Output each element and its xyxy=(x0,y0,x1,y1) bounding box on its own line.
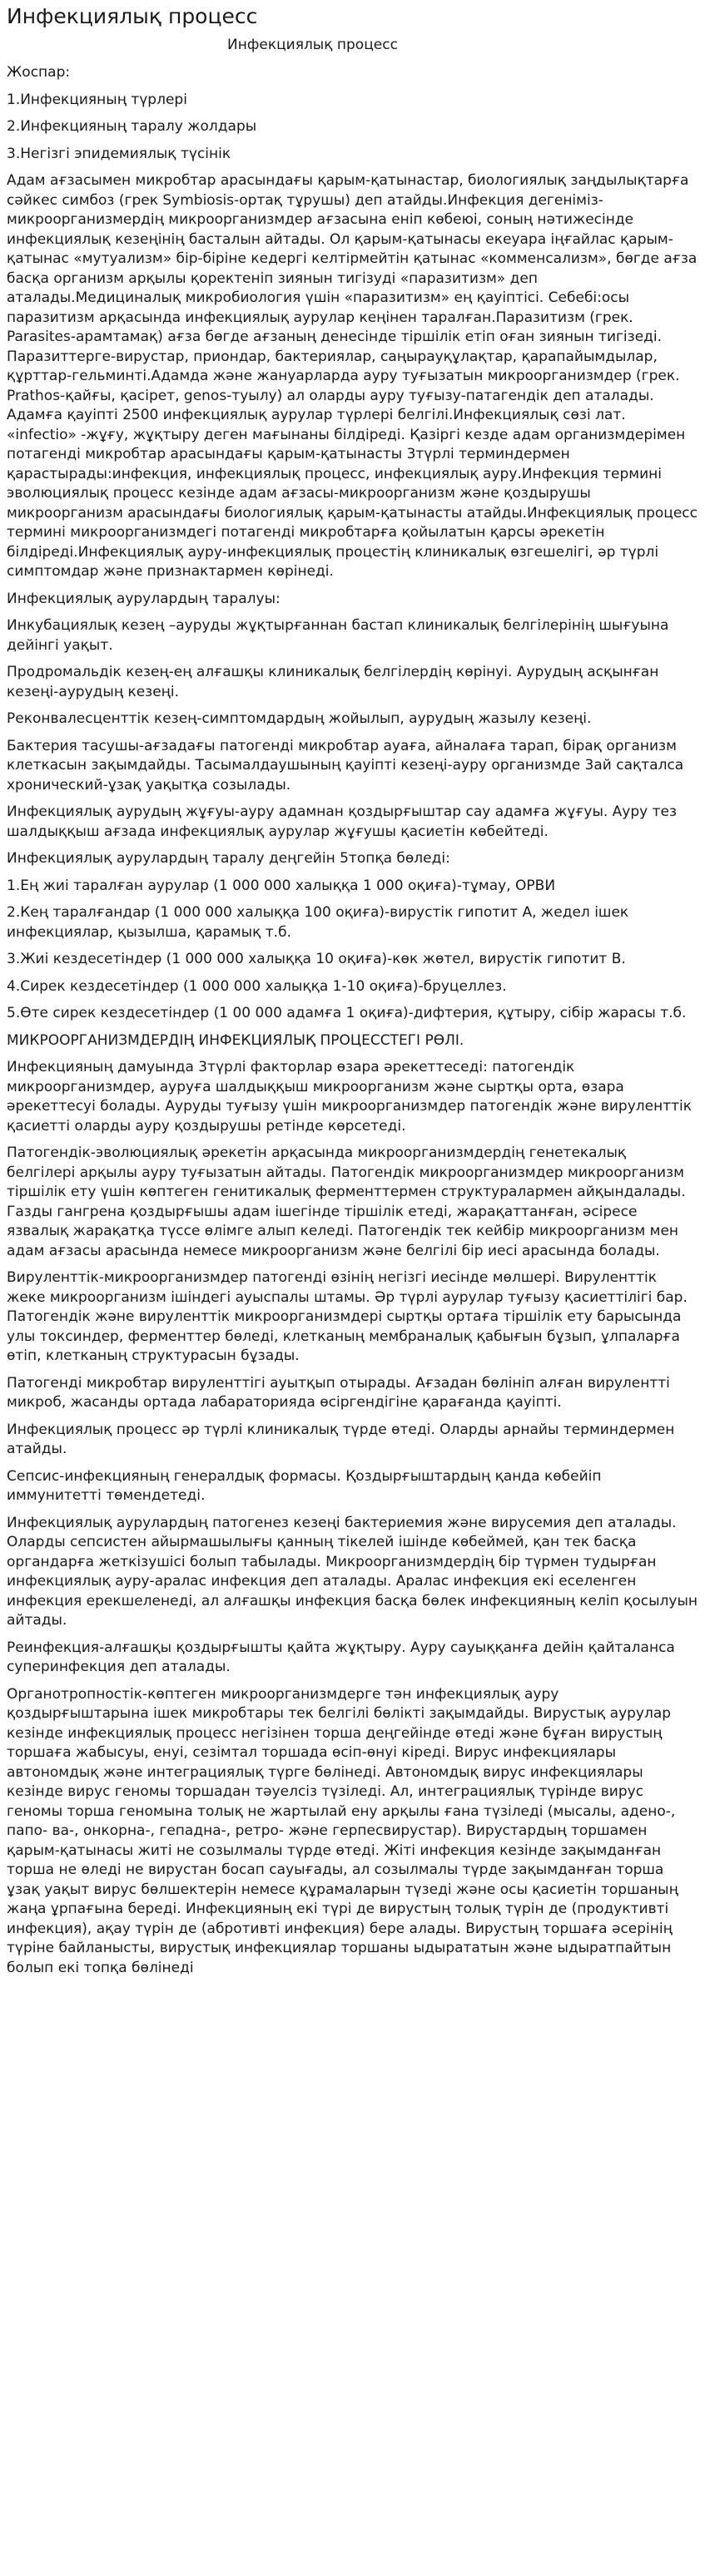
paragraph: 1.Инфекцияның түрлері xyxy=(7,91,187,108)
paragraph: Инфекциялық аурудың жұғуы-ауру адамнан қоздырғыштар сау адамға жұғуы. Ауру тез шалдыққыш ағзада инфекциялық аурулар жұғушы қасиетін көбейтеді. xyxy=(7,803,678,840)
paragraph: Инфекцияның дамуында 3түрлі факторлар өзара әрекеттеседі: патогендік микроорганизмдер, ауруға шалдыққыш микроорганизм және сыртқы орта, өзара әрекеттесуі болады. Ауруды туғызу үшін микроорганизмдер патогендік және вируленттік қасиетті оларды ауру қоздырушы ретінде көрсетеді. xyxy=(7,1059,692,1135)
paragraph: Инфекциялық процесс әр түрлі клиникалық түрде өтеді. Оларды арнайы терминдермен атайды. xyxy=(7,1421,675,1457)
paragraph: Инфекциялық аурулардың таралуы: xyxy=(7,590,281,607)
paragraph: Адам ағзасымен микробтар арасындағы қарым-қатынастар, биологиялық заңдылықтарға сәйкес симбоз (грек Symbiosis-ортақ тұрушы) деп атайды.Инфекция дегеніміз-микроорганизмердің микроорганизмдер ағзасына еніп көбеюі, соның нәтижесінде инфекциялық кезеңінің басталын айтады. Ол қарым-қатынасы екеуара іңғайлас қарым-қатынас «мутуализм» бір-біріне кедергі келтірмейтін қатынас «комменсализм», бөгде ағза басқа организм арқылы қоректеніп зиянын тигізуді «паразитизм» деп аталады.Медициналық микробиология үшін «паразитизм» ең қауіптісі. Себебі:осы паразитизм арқасында инфекциялық аурулар кеңінен таралған.Паразитизм (грек. Parasites-арамтамақ) ағза бөгде ағзаның денесінде тіршілік етіп оған зиянын тигізеді. Паразиттерге-вирустар, приондар, бактериялар, саңырауқұлақтар, қарапайымдылар, құрттар-гельминті.Адамда және жануарларда ауру туғызатын микроорганизмдер (грек. Prathos-қайғы, қасірет, genos-туылу) ал оларды ауру туғызу-патагендік деп аталады. Адамға қауіпті 2500 инфекциялық аурулар түрлері белгілі.Инфекциялық сөзі лат. «infectio» -жұғу, жұқтыру деген мағынаны білдіреді. Қазіргі кезде адам организмдерімен потагенді микробтар арасындағы қарым-қатынасты 3түрлі терминдермен қарастырады:инфекция, инфекциялық процесс, инфекциялық ауру.Инфекция термині эволюциялық процесс кезінде адам ағзасы-микроорганизм және қоздырушы микроорганизм арасындағы биологиялық қарым-қатынасты атайды.Инфекциялық процесс термині микроорганизмдегі потагенді микробтарға қойылатын қарсы әрекетін білдіреді.Инфекциялық ауру-инфекциялық процестің клиникалық өзгешелігі, әр түрлі симптомдар және признактармен көрінеді. xyxy=(7,172,698,580)
paragraph: Инфекциялық аурулардың патогенез кезеңі бактериемия және вирусемия деп аталады. Оларды сепсистен айырмашылығы қанның тікелей ішінде көбеймей, қан тек басқа органдарға жеткізушісі болып табылады. Микроорганизмдердің бір түрмен тудырған инфекциялық ауру-аралас инфекция деп аталады. Аралас инфекция екі еселенген инфекция ерекшеленеді, ал алғашқы инфекция басқа бөлек инфекцияның келіп қосылуын айтады. xyxy=(7,1514,698,1629)
paragraph: 1.Ең жиі таралған аурулар (1 000 000 халыққа 1 000 оқиға)-тұмау, ОРВИ xyxy=(7,877,556,894)
paragraph: МИКРООРГАНИЗМДЕРДІҢ ИНФЕКЦИЯЛЫҚ ПРОЦЕССТЕГІ РӨЛІ. xyxy=(7,1031,464,1049)
paragraph: 4.Сирек кездесетіндер (1 000 000 халыққа 1-10 оқиға)-бруцеллез. xyxy=(7,977,507,995)
document-body xyxy=(7,63,698,1978)
page-title: Инфекциялық процесс xyxy=(7,4,258,28)
paragraph: 5.Өте сирек кездесетіндер (1 00 000 адамға 1 оқиға)-дифтерия, құтыру, сібір жарасы т.б. xyxy=(7,1005,687,1021)
paragraph: Инкубациялық кезең –ауруды жұқтырғаннан бастап клиникалық белгілерінің шығуына дейінгі уақыт. xyxy=(7,617,669,654)
paragraph: 2.Инфекцияның таралу жолдары xyxy=(7,118,257,135)
paragraph: Инфекциялық аурулардың таралу деңгейін 5топқа бөледі: xyxy=(7,850,450,867)
paragraph: Бактерия тасушы-ағзадағы патогенді микробтар ауаға, айналаға тарап, бірақ организм клеткасын зақымдайды. Тасымалдаушының қауіпті кезеңі-ауру организмде 3ай сақталса хронический-ұзақ уақытқа созылады. xyxy=(7,737,684,794)
paragraph: Сепсис-инфекцияның генералдық формасы. Қоздырғыштардың қанда көбейіп иммунитетті төмендетеді. xyxy=(7,1467,602,1504)
paragraph: Продромальдік кезең-ең алғашқы клиникалық белгілердің көрінуі. Аурудың асқынған кезеңі-аурудың кезеңі. xyxy=(7,664,659,700)
paragraph: 3.Негізгі эпидемиялық түсінік xyxy=(7,145,231,162)
paragraph: 2.Кең таралғандар (1 000 000 халыққа 100 оқиға)-вирустік гипотит А, жедел ішек инфекциялар, қызылша, қарамық т.б. xyxy=(7,904,629,941)
paragraph: Реконвалесценттік кезең-симптомдардың жойылып, аурудың жазылу кезеңі. xyxy=(7,710,592,727)
document-heading: Инфекциялық процесс xyxy=(227,37,398,53)
paragraph: 3.Жиі кездесетіндер (1 000 000 халыққа 10 оқиға)-көк жөтел, вирустік гипотит В. xyxy=(7,951,626,967)
paragraph: Патогенді микробтар вируленттігі ауытқып отырады. Ағзадан бөлініп алған вирулентті микроб, жасанды ортада лабараторияда өсіргендігіне қарағанда қауіпті. xyxy=(7,1374,670,1411)
paragraph: Патогендік-эволюциялық әрекетін арқасында микроорганизмдердің генетекалық белгілері арқылы ауру туғызатын айтады. Патогендік микроорганизмдер микроорганизм тіршілік ету үшін көптеген генитикалық ферменттермен структуралармен айқындалады. Газды гангрена қоздырғышы адам ішегінде тіршілік етеді, жарақаттанған, әсіресе язвалық жарақатқа түссе өлімге алып келеді. Патогендік тек кейбір микроорганизм мен адам ағзасы арасында немесе микроорганизм және белгілі бір иесі арасында болады. xyxy=(7,1145,686,1259)
paragraph: Реинфекция-алғашқы қоздырғышты қайта жұқтыру. Ауру сауыққанға дейін қайталанса суперинфекция деп аталады. xyxy=(7,1639,675,1675)
paragraph: Вируленттік-микроорганизмдер патогенді өзінің негізгі иесінде мөлшері. Вируленттік жеке микроорганизм ішіндегі ауыспалы штамы. Әр түрлі аурулар туғызу қасиеттілігі бар. Патогендік және вируленттік микроорганизмдері сыртқы ортаға тіршілік ету барысында улы токсиндер, ферменттер бөледі, клетканың мембраналық қабығын бұзып, ұлпаларға өтіп, клетканың структурасын бұзады. xyxy=(7,1269,688,1364)
paragraph: Органотропностік-көптеген микроорганизмдерге тән инфекциялық ауру қоздырғыштарына ішек микробтары тек белгілі бөлікті зақымдайды. Вирустық аурулар кезінде инфекциялық процесс негізінен торша деңгейінде өтеді және бұған вирустың торшаға жабысуы, енуі, сезімтал торшада өсіп-өнуі кіреді. Вирус инфекциялары автономдық және интеграциялық түрге бөлінеді. Автономдық вирус инфекциялары кезінде вирус геномы торшадан тәуелсіз түзіледі. Ал, интеграциялық түрінде вирус геномы торша геномына толық не жартылай ену арқылы ғана түзіледі (мысалы, адено-, папо- ва-, онкорна-, гепадна-, ретро- және герпесвирустар). Вирустардың торшамен қарым-қатынасы житі не созылмалы түрде өтеді. Жіті инфекция кезінде зақымданған торша не өледі не вирустан босап сауығады, ал созылмалы түрде зақымданған торша ұзақ уақыт вирус бөлшектерін немесе құрамаларын түзеді және осы қасиетін торшаның жаңа ұрпағына береді. Инфекцияның екі түрі де вирустың толық түрін де (продуктивті инфекция), ақау түрін де (абротивті инфекция) бере алады. Вирустың торшаға әсерінің түріне байланысты, вирустық инфекциялар торшаны ыдырататын және ыдыратпайтын болып екі топқа бөлінеді xyxy=(7,1685,678,1976)
paragraph: Жоспар: xyxy=(7,64,71,81)
